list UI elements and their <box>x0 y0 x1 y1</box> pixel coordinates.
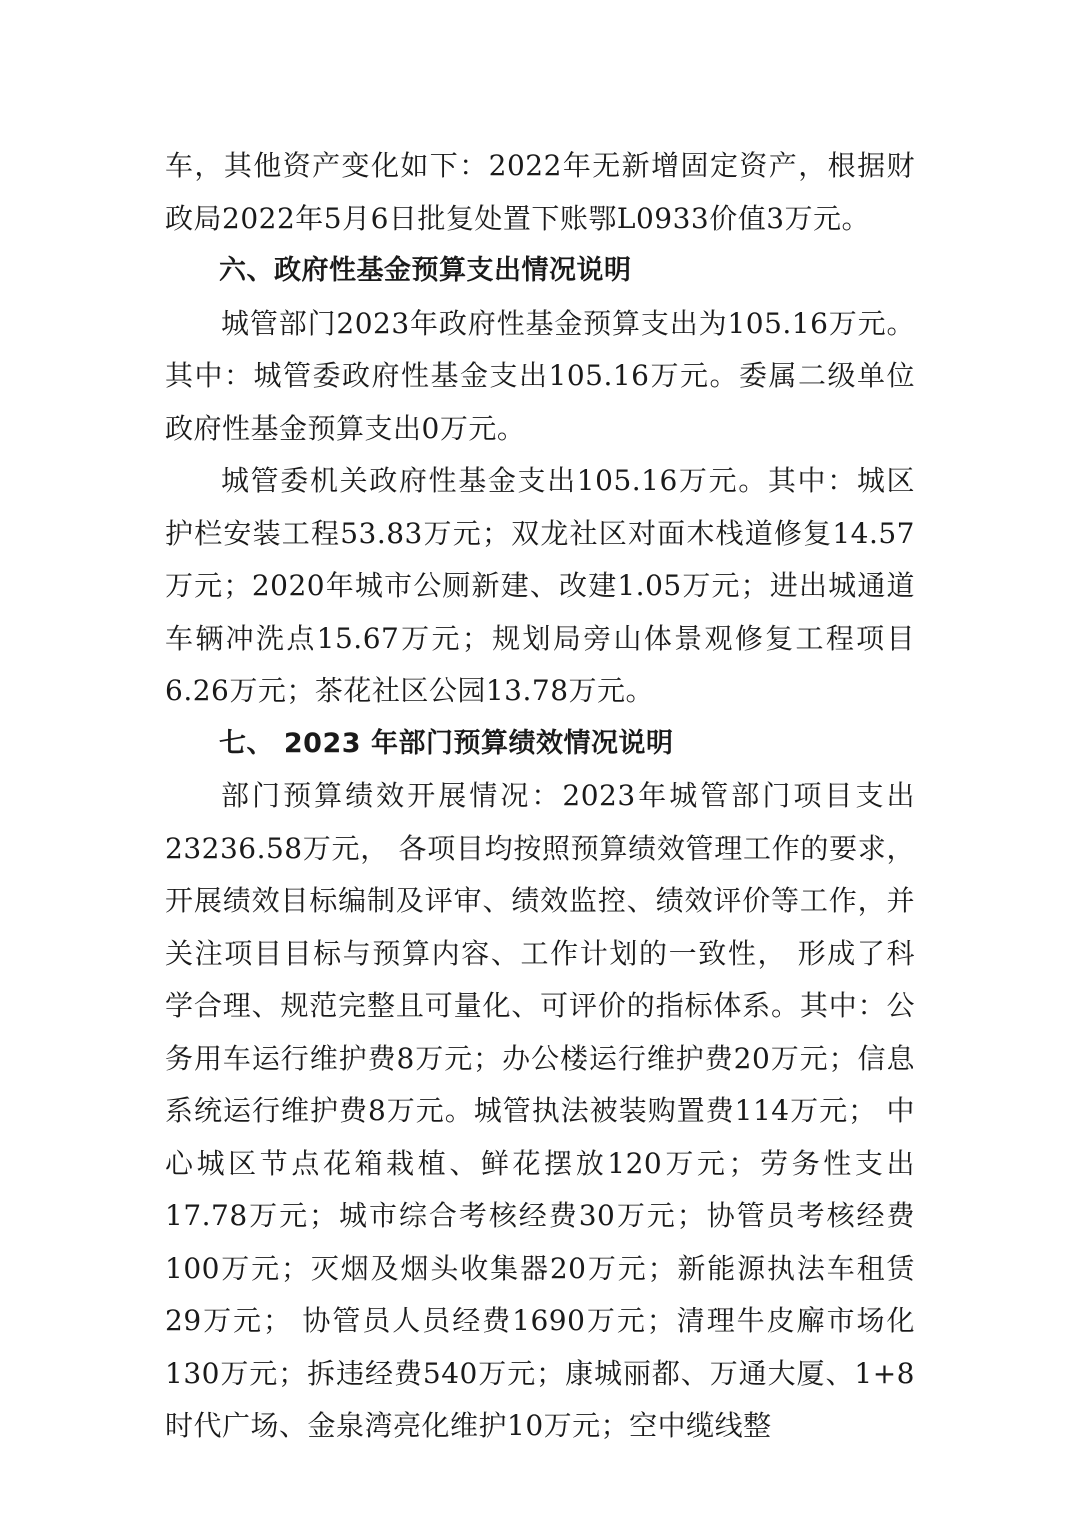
section6-paragraph-1: 城管部门2023年政府性基金预算支出为105.16万元。其中：城管委政府性基金支出105.16万元。委属二级单位政府性基金预算支出0万元。 <box>165 306 915 445</box>
paragraph-continued: 车，其他资产变化如下：2022年无新增固定资产，根据财政局2022年5月6日批复处置下账鄂L0933价值3万元。 <box>165 149 915 235</box>
section-heading-7: 七、 2023 年部门预算绩效情况说明 <box>219 727 674 759</box>
document-body <box>165 140 915 1453</box>
section7-paragraph-1: 部门预算绩效开展情况：2023年城管部门项目支出23236.58万元， 各项目均按照预算绩效管理工作的要求，开展绩效目标编制及评审、绩效监控、绩效评价等工作，并关注项目目标与预算内容、工作计划的一致性， 形成了科学合理、规范完整且可量化、可评价的指标体系。其中：公务用车运行维护费8万元；办公楼运行维护费20万元；信息系统运行维护费8万元。城管执法被装购置费114万元； 中心城区节点花箱栽植、鲜花摆放120万元；劳务性支出17.78万元；城市综合考核经费30万元；协管员考核经费100万元；灭烟及烟头收集器20万元；新能源执法车租赁29万元； 协管员人员经费1690万元；清理牛皮廨市场化130万元；拆违经费540万元；康城丽都、万通大厦、1+8 时代广场、金泉湾亮化维护10万元；空中缆线整 <box>165 779 915 1442</box>
section-heading-6: 六、政府性基金预算支出情况说明 <box>219 255 632 286</box>
section6-paragraph-2: 城管委机关政府性基金支出105.16万元。其中：城区护栏安装工程53.83万元；双龙社区对面木栈道修复14.57万元；2020年城市公厕新建、改建1.05万元；进出城通道车辆冲洗点15.67万元；规划局旁山体景观修复工程项目6.26万元；茶花社区公园13.78万元。 <box>165 464 915 707</box>
